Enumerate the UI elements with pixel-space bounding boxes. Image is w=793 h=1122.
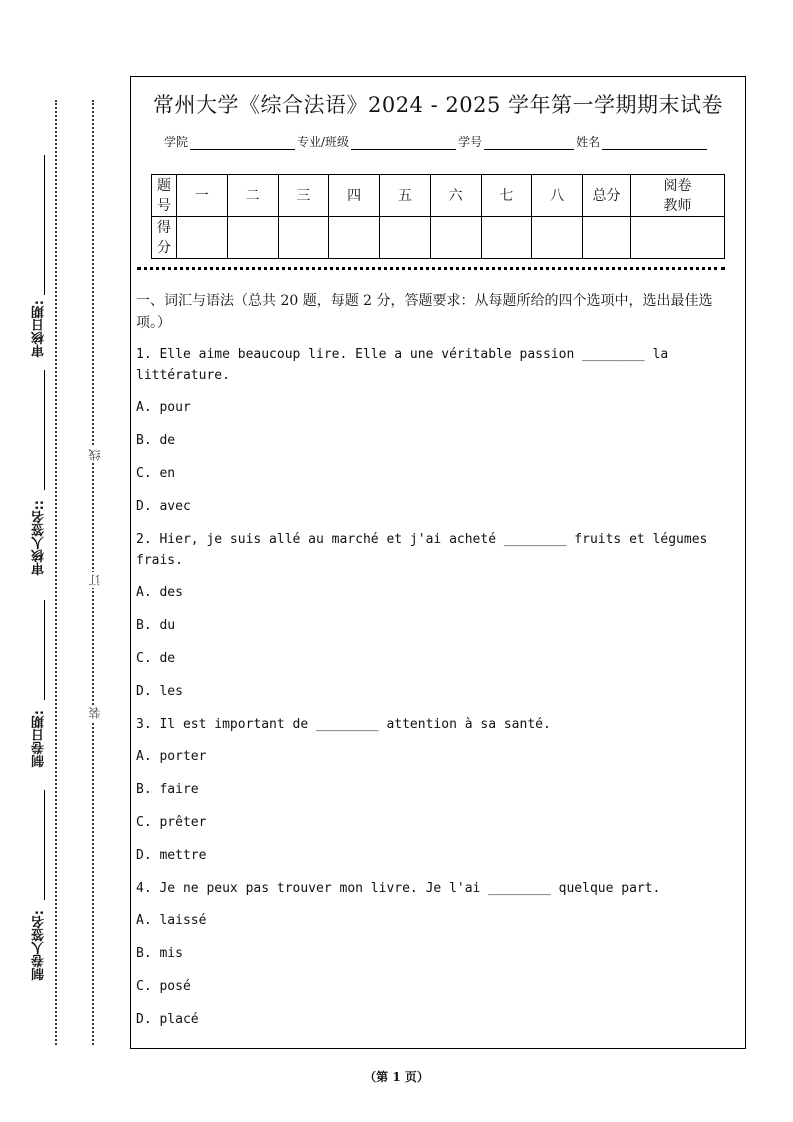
score-cell[interactable] <box>631 217 725 259</box>
student-id-field[interactable] <box>484 136 574 150</box>
column-header: 八 <box>532 175 583 217</box>
answer-option[interactable]: B. de <box>136 433 176 448</box>
compiler-signature-label: 制卷人签名: <box>32 910 47 981</box>
answer-option[interactable]: D. mettre <box>136 848 207 863</box>
row-header: 题号 <box>152 175 177 217</box>
signature-line <box>44 600 45 700</box>
score-cell[interactable] <box>481 217 532 259</box>
college-field[interactable] <box>190 136 295 150</box>
score-table <box>151 174 725 259</box>
question-text: 2. Hier, je suis allé au marché et j'ai acheté ________ fruits et légumes frais. <box>136 532 708 568</box>
exam-page <box>130 76 746 1049</box>
answer-option[interactable]: B. mis <box>136 946 183 961</box>
answer-option[interactable]: C. en <box>136 466 176 481</box>
answer-option[interactable]: A. pour <box>136 400 191 415</box>
student-info <box>164 133 709 150</box>
column-header: 总分 <box>583 175 631 217</box>
answer-option[interactable]: A. porter <box>136 749 207 764</box>
field-label: 专业/班级 <box>297 135 350 149</box>
answer-option[interactable]: C. prêter <box>136 815 207 830</box>
score-cell[interactable] <box>329 217 380 259</box>
score-cell[interactable] <box>278 217 329 259</box>
question-text: 3. Il est important de ________ attention à sa santé. <box>136 717 551 732</box>
dotted-separator <box>137 267 725 270</box>
section-title: 一、词汇与语法（总共 20 题，每题 2 分，答题要求：从每题所给的四个选项中，选出最佳选项。） <box>136 293 713 331</box>
answer-option[interactable]: D. les <box>136 684 183 699</box>
question-text: 1. Elle aime beaucoup lire. Elle a une véritable passion ________ la littérature. <box>136 347 669 383</box>
column-header: 一 <box>177 175 228 217</box>
score-cell[interactable] <box>227 217 278 259</box>
page-number: （第 1 页） <box>364 1070 429 1084</box>
column-header: 阅卷教师 <box>631 175 725 217</box>
score-cell[interactable] <box>380 217 431 259</box>
answer-option[interactable]: A. des <box>136 585 183 600</box>
score-cell[interactable] <box>177 217 228 259</box>
score-cell[interactable] <box>532 217 583 259</box>
field-label: 姓名 <box>576 135 601 149</box>
column-header: 五 <box>380 175 431 217</box>
row-header: 得分 <box>152 217 177 259</box>
question-text: 4. Je ne peux pas trouver mon livre. Je l'ai ________ quelque part. <box>136 881 661 896</box>
questions-section <box>136 290 737 1042</box>
signature-line <box>44 790 45 900</box>
score-cell[interactable] <box>583 217 631 259</box>
major-class-field[interactable] <box>351 136 456 150</box>
score-cell[interactable] <box>430 217 481 259</box>
name-field[interactable] <box>602 136 707 150</box>
answer-option[interactable]: C. posé <box>136 979 191 994</box>
binding-mark-ding: 订 <box>88 574 102 586</box>
answer-option[interactable]: B. faire <box>136 782 199 797</box>
column-header: 七 <box>481 175 532 217</box>
column-header: 六 <box>430 175 481 217</box>
compile-date-label: 制卷日期: <box>32 710 47 768</box>
binding-mark-zhuang: 装 <box>88 707 102 719</box>
column-header: 四 <box>329 175 380 217</box>
answer-option[interactable]: A. laissé <box>136 913 207 928</box>
column-header: 三 <box>278 175 329 217</box>
field-label: 学号 <box>458 135 483 149</box>
signature-line <box>44 370 45 490</box>
answer-option[interactable]: D. placé <box>136 1012 199 1027</box>
answer-option[interactable]: B. du <box>136 618 176 633</box>
exam-title: 常州大学《综合法语》2024 - 2025 学年第一学期期末试卷 <box>152 93 723 117</box>
column-header: 二 <box>227 175 278 217</box>
table-row <box>152 175 725 217</box>
answer-option[interactable]: C. de <box>136 651 176 666</box>
binding-mark-xian: 线 <box>88 449 102 461</box>
table-row <box>152 217 725 259</box>
signature-line <box>44 155 45 295</box>
binding-dotted-line-outer <box>55 100 57 1045</box>
answer-option[interactable]: D. avec <box>136 499 191 514</box>
review-date-label: 审核日期: <box>32 300 47 358</box>
field-label: 学院 <box>164 135 189 149</box>
reviewer-signature-label: 审核人签名:: <box>32 500 47 576</box>
